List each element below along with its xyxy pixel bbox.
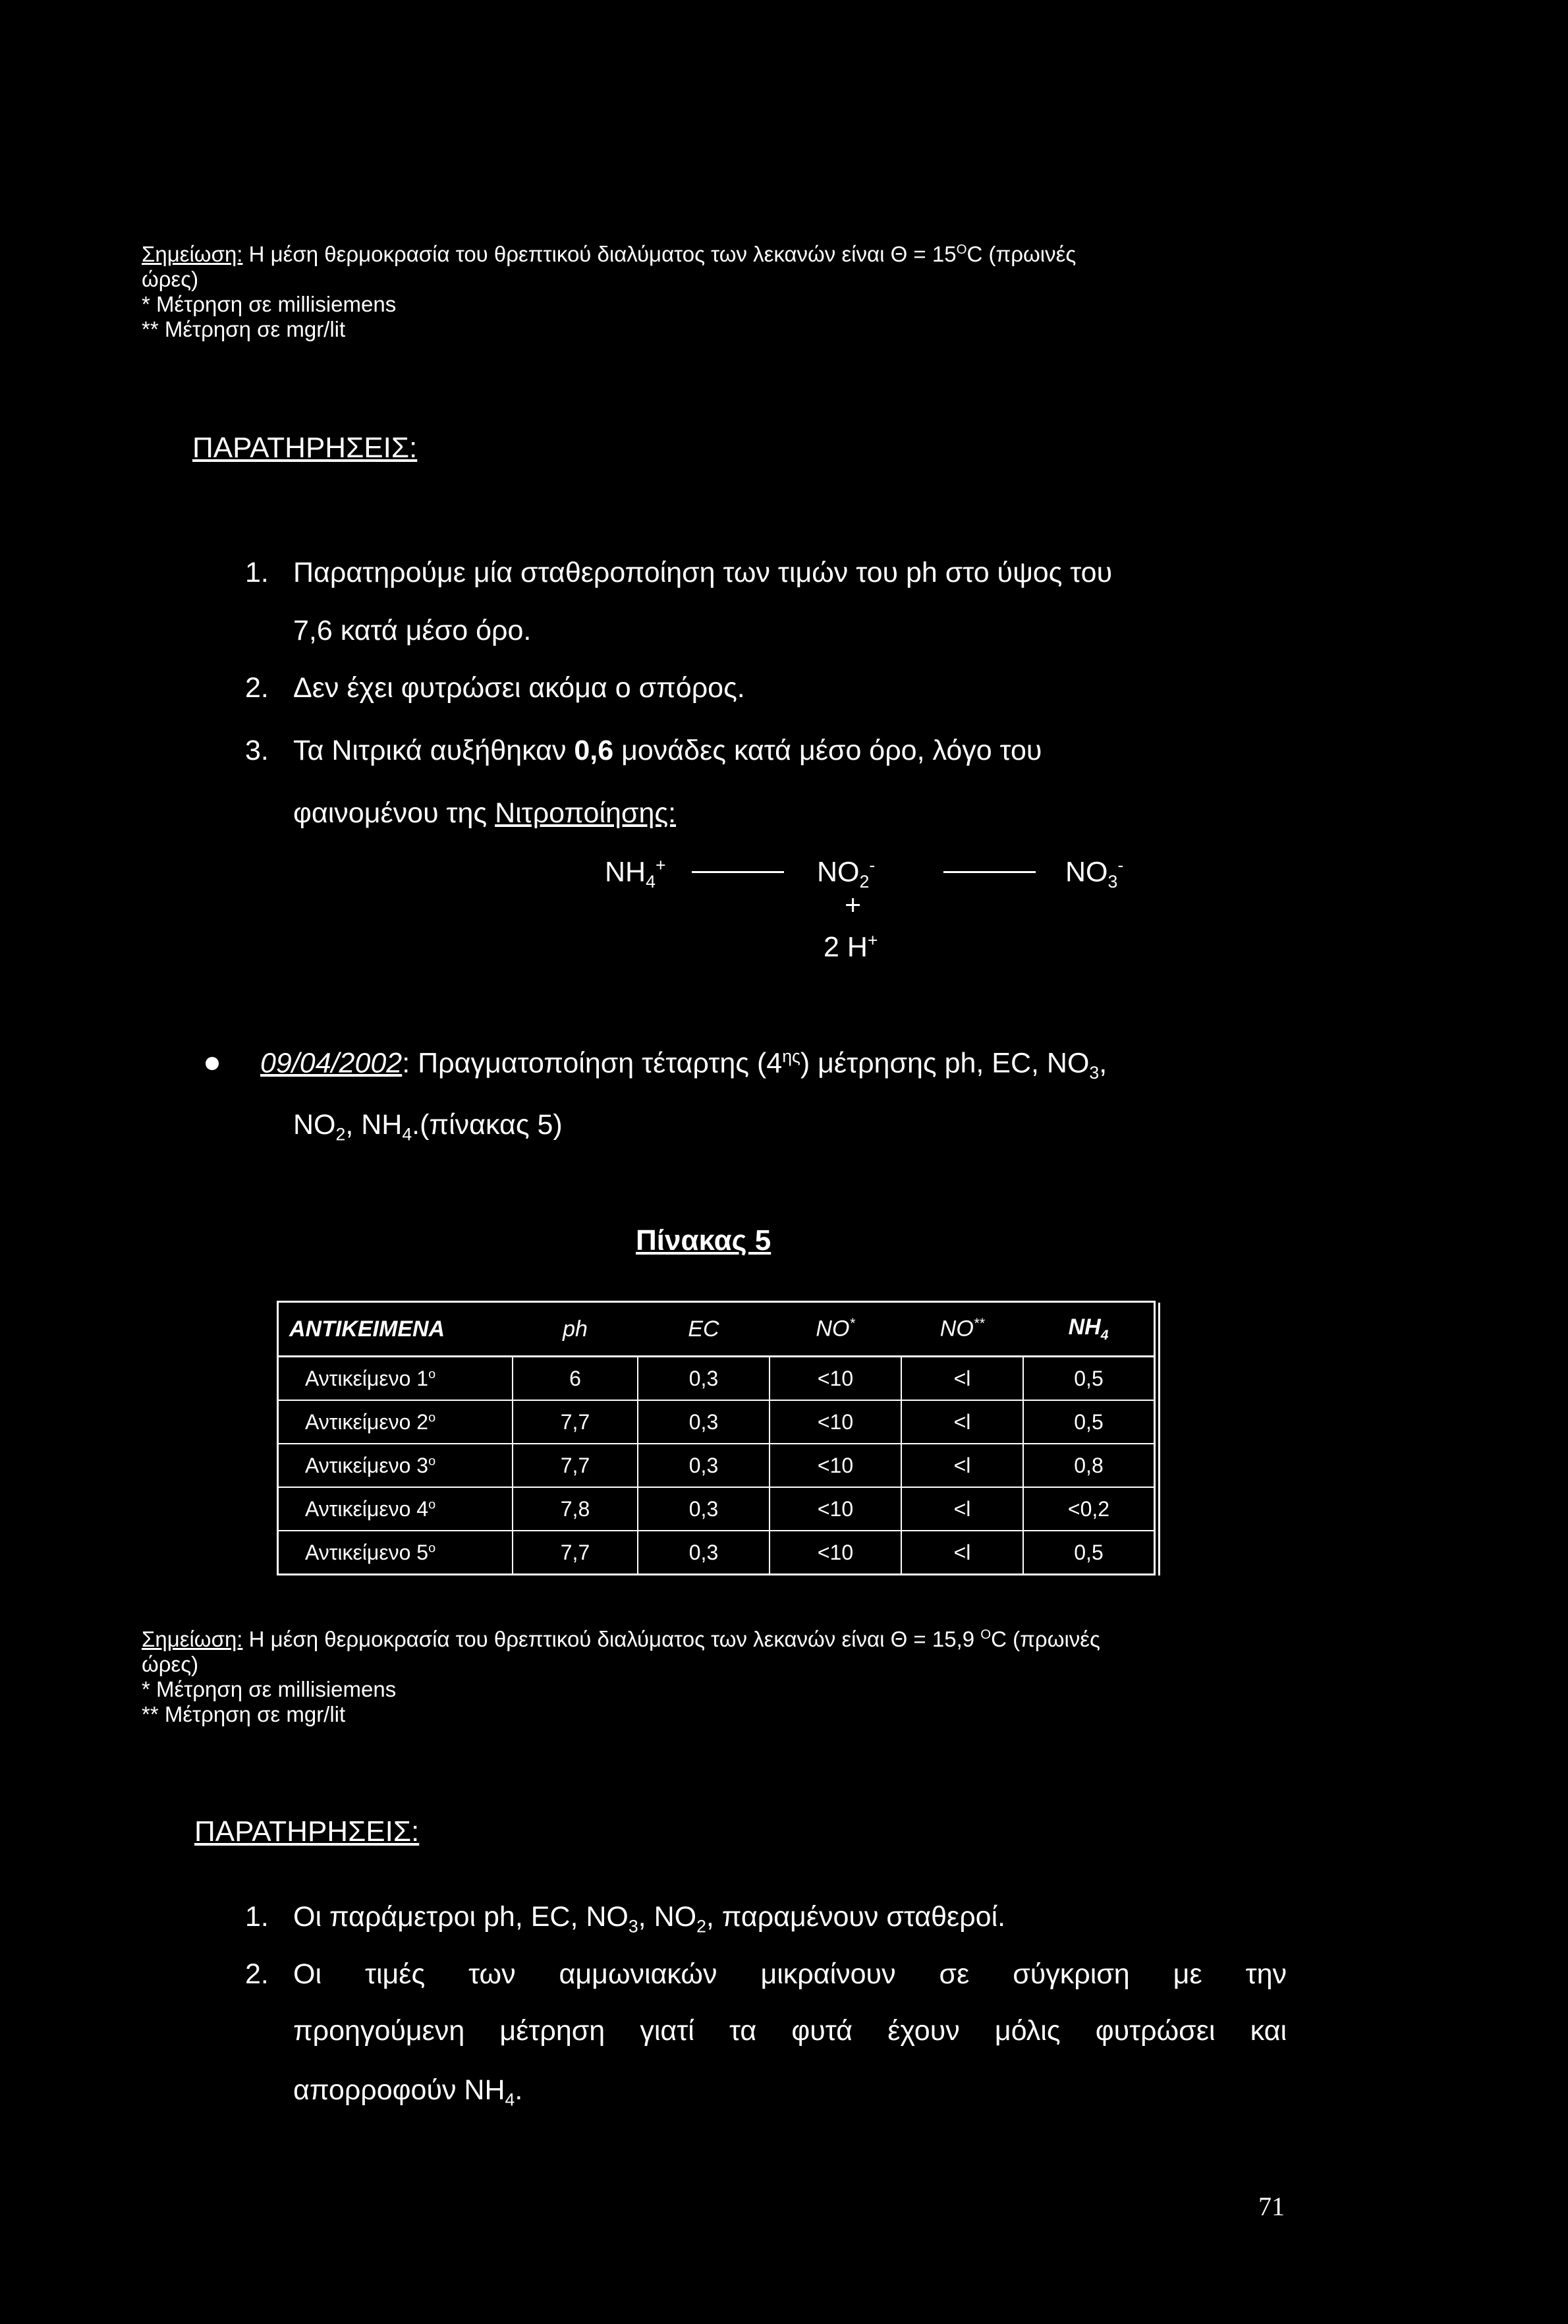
observation-text: προηγούμενη μέτρηση γιατί τα φυτά έχουν μόλις φυτρώσει και xyxy=(293,2015,1287,2047)
no3-cell: <10 xyxy=(770,1531,901,1573)
row-label: Αντικείμενο $3^o$ xyxy=(279,1444,513,1487)
observation-text: 7,6 κατά μέσο όρο. xyxy=(293,615,532,646)
header-cell: EC xyxy=(638,1303,770,1357)
note-line: ** Μέτρηση σε mgr/lit xyxy=(142,317,346,341)
no2-cell: <l xyxy=(901,1487,1023,1531)
reaction-arrow-line xyxy=(943,871,1036,873)
note-unit: C (πρωινές xyxy=(991,1627,1100,1651)
bullet-text: 09/04/2002: Πραγματοποίηση τέταρτης $(4^{\eta\varsigma})$ μέτρησης ph, EC, $NO_3$, xyxy=(260,1046,1107,1083)
bullet-icon xyxy=(206,1057,219,1070)
note-line: ** Μέτρηση σε mgr/lit xyxy=(142,1702,346,1726)
note-2 xyxy=(142,1622,1393,1727)
observation-number: 2. xyxy=(245,1958,269,1990)
no2-cell: <l xyxy=(901,1400,1023,1444)
no3-cell: <10 xyxy=(770,1400,901,1444)
observations-heading: ΠΑΡΑΤΗΡΗΣΕΙΣ: xyxy=(192,432,418,464)
observation-text: Τα Νιτρικά αυξήθηκαν 0,6 μονάδες κατά μέσο όρο, λόγο του xyxy=(293,735,1042,766)
note-1 xyxy=(142,237,1262,342)
ph-cell: 7,8 xyxy=(513,1487,638,1531)
observation-number: 1. xyxy=(245,557,269,588)
observation-number: 3. xyxy=(245,735,269,766)
table-row xyxy=(279,1531,1154,1573)
no2-cell: <l xyxy=(901,1357,1023,1401)
reaction-no3: $NO_3^-$ xyxy=(1065,855,1124,892)
observation-text: απορροφούν $NH_4$. xyxy=(293,2074,523,2110)
ph-cell: 6 xyxy=(513,1357,638,1401)
degree-mark: O xyxy=(980,1627,992,1642)
reaction-nh4: $NH_4^+$ xyxy=(605,855,666,892)
nh4-cell: 0,8 xyxy=(1023,1444,1154,1487)
table-title: Πίνακας 5 xyxy=(636,1224,771,1257)
ec-cell: 0,3 xyxy=(638,1444,770,1487)
observation-text: Δεν έχει φυτρώσει ακόμα ο σπόρος. xyxy=(293,672,745,704)
nh4-cell: 0,5 xyxy=(1023,1400,1154,1444)
nh4-cell: 0,5 xyxy=(1023,1357,1154,1401)
table-row xyxy=(279,1487,1154,1531)
note-label: Σημείωση: xyxy=(142,1627,243,1651)
observation-text: φαινομένου της Νιτροποίησης: xyxy=(293,797,677,829)
row-label: Αντικείμενο $1^o$ xyxy=(279,1357,513,1401)
reaction-plus: + xyxy=(845,890,862,921)
row-label: Αντικείμενο $5^o$ xyxy=(279,1531,513,1573)
note-line: ώρες) xyxy=(142,267,199,291)
nh4-cell: <0,2 xyxy=(1023,1487,1154,1531)
observation-number: 2. xyxy=(245,672,269,704)
table-row xyxy=(279,1444,1154,1487)
observations-heading: ΠΑΡΑΤΗΡΗΣΕΙΣ: xyxy=(194,1815,420,1848)
no3-cell: <10 xyxy=(770,1487,901,1531)
observation-text: Οι τιμές των αμμωνιακών μικραίνουν σε σύγκριση με την xyxy=(293,1958,1287,1990)
table-row xyxy=(279,1400,1154,1444)
ph-cell: 7,7 xyxy=(513,1400,638,1444)
note-line: * Μέτρηση σε millisiemens xyxy=(142,292,397,316)
reaction-arrow-line xyxy=(692,871,784,873)
note-line: * Μέτρηση σε millisiemens xyxy=(142,1677,397,1701)
page-number: 71 xyxy=(1258,2192,1285,2221)
no2-cell: <l xyxy=(901,1531,1023,1573)
no3-cell: <10 xyxy=(770,1357,901,1401)
ph-cell: 7,7 xyxy=(513,1531,638,1573)
reaction-hydrogen: 2 H+ xyxy=(824,930,878,963)
ec-cell: 0,3 xyxy=(638,1531,770,1573)
observation-text: Παρατηρούμε μία σταθεροποίηση των τιμών του ph στο ύψος του xyxy=(293,557,1113,588)
row-label: Αντικείμενο $4^o$ xyxy=(279,1487,513,1531)
header-cell: NO** xyxy=(901,1303,1023,1357)
row-label: Αντικείμενο $2^o$ xyxy=(279,1400,513,1444)
degree-mark: O xyxy=(956,242,967,257)
results-table xyxy=(277,1301,1156,1575)
note-text: Η μέση θερμοκρασία του θρεπτικού διαλύματος των λεκανών είναι Θ = 15 xyxy=(242,242,957,266)
reaction-no2: $NO_2^-$ xyxy=(817,855,876,892)
nh4-cell: 0,5 xyxy=(1023,1531,1154,1573)
ec-cell: 0,3 xyxy=(638,1357,770,1401)
header-cell: ph xyxy=(513,1303,638,1357)
observation-number: 1. xyxy=(245,1901,269,1933)
ec-cell: 0,3 xyxy=(638,1487,770,1531)
no3-cell: <10 xyxy=(770,1444,901,1487)
bullet-text: $NO_2$, $NH_4.(\pi ί\nu\alpha\kappa\alpha\varsigma$ 5) xyxy=(293,1109,563,1145)
header-cell: ΑΝΤΙΚΕΙΜΕΝΑ xyxy=(279,1303,513,1357)
note-text: Η μέση θερμοκρασία του θρεπτικού διαλύματος των λεκανών είναι Θ = 15,9 xyxy=(242,1627,981,1651)
note-unit: C (πρωινές xyxy=(966,242,1077,266)
note-label: Σημείωση: xyxy=(142,242,243,266)
table-row xyxy=(279,1357,1154,1401)
observation-text: Οι παράμετροι ph, EC, $NO_3$, $NO_2$, παραμένουν σταθεροί. xyxy=(293,1901,1006,1937)
header-cell: $NH_4$ xyxy=(1023,1303,1154,1357)
ec-cell: 0,3 xyxy=(638,1400,770,1444)
note-line: ώρες) xyxy=(142,1652,199,1676)
header-cell: NO* xyxy=(770,1303,901,1357)
no2-cell: <l xyxy=(901,1444,1023,1487)
table-header-row xyxy=(279,1303,1154,1357)
ph-cell: 7,7 xyxy=(513,1444,638,1487)
